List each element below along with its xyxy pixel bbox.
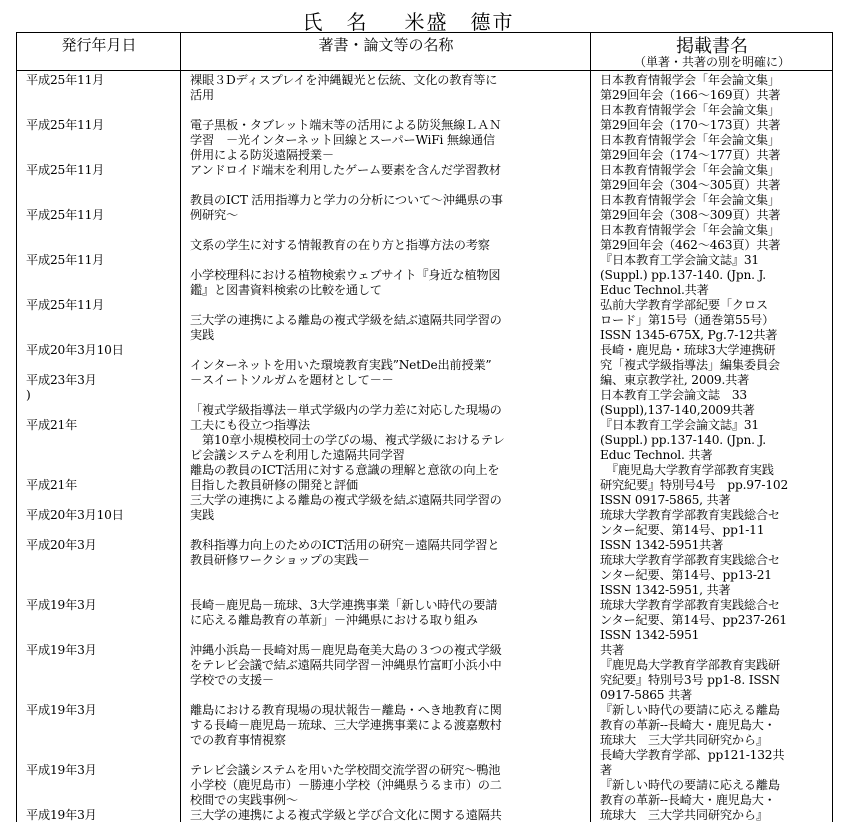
source-line: Educ Technol. 共著 — [600, 448, 713, 462]
title-line: アンドロイド端末を利用したゲーム要素を含んだ学習教材 — [190, 163, 501, 177]
title-line: ビ会議システムを利用した遠隔共同学習 — [190, 448, 405, 462]
col-header-title: 著書・論文等の名称 — [318, 36, 454, 54]
source-line: ンター紀要、第14号、pp13-21 — [600, 568, 772, 582]
source-line: 究「複式学級指導法」編集委員会 — [600, 358, 780, 372]
source-line: 日本教育工学会論文誌 33 — [600, 388, 747, 402]
title-line: 学校での支援－ — [190, 673, 274, 687]
col-header-source: 掲載書名 — [676, 36, 748, 57]
title-line: 長崎－鹿児島－琉球、3大学連携事業「新しい時代の要請 — [190, 598, 498, 612]
source-line: 琉球大 三大学共同研究から』 — [600, 733, 768, 747]
source-line: 日本教育情報学会「年会論文集」 — [600, 163, 780, 177]
title-line: 教員研修ワークショップの実践－ — [190, 553, 370, 567]
date-cell: 平成19年3月 — [26, 808, 97, 822]
date-cell: 平成19年3月 — [26, 598, 97, 612]
source-line: 『日本教育工学会論文誌』31 — [600, 418, 759, 432]
date-cell: 平成20年3月10日 — [26, 343, 124, 357]
page-title — [0, 6, 837, 35]
source-line: (Suppl.) pp.137-140. (Jpn. J. — [600, 433, 766, 447]
source-line: (Suppl),137-140,2009共著 — [600, 403, 755, 417]
source-line: 琉球大学教育学部教育実践総合セ — [600, 598, 780, 612]
source-line: ISSN 1345-675X, Pg.7-12共著 — [600, 328, 778, 342]
source-line: 第29回年会（170～173頁）共著 — [600, 118, 781, 132]
date-cell: 平成19年3月 — [26, 763, 97, 777]
source-line: 琉球大 三大学共同研究から』 — [600, 808, 768, 822]
title-line: 鑑』と図書資料検索の比較を通して — [190, 283, 382, 297]
column-divider — [590, 32, 591, 822]
column-divider — [180, 32, 181, 822]
title-line: 教員のICT 活用指導力と学力の分析について～沖縄県の事 — [190, 193, 503, 207]
source-line: 第29回年会（166～169頁）共著 — [600, 88, 781, 102]
source-line: 研究紀要』特別号4号 pp.97-102 — [600, 478, 788, 492]
date-cell: ) — [26, 388, 31, 402]
source-line: 長崎・鹿児島・琉球3大学連携研 — [600, 343, 776, 357]
date-cell: 平成21年 — [26, 418, 78, 432]
title-line: 例研究～ — [190, 208, 238, 222]
title-line: 「複式学級指導法－単式学級内の学力差に対応した現場の — [190, 403, 502, 417]
source-line: 日本教育情報学会「年会論文集」 — [600, 103, 780, 117]
col-header-date: 発行年月日 — [61, 36, 137, 54]
source-line: 第29回年会（462～463頁）共著 — [600, 238, 781, 252]
source-line: 第29回年会（308～309頁）共著 — [600, 208, 781, 222]
date-cell: 平成25年11月 — [26, 208, 105, 222]
source-line: 『日本教育工学会論文誌』31 — [600, 253, 759, 267]
source-line: 第29回年会（304～305頁）共著 — [600, 178, 781, 192]
title-line: 小学校理科における植物検索ウェブサイト『身近な植物図 — [190, 268, 501, 282]
date-cell: 平成25年11月 — [26, 73, 105, 87]
person-name: 米盛 德市 — [404, 10, 515, 34]
source-line: ISSN 1342-5951共著 — [600, 538, 724, 552]
title-line: インターネットを用いた環境教育実践”NetDe出前授業” — [190, 358, 492, 372]
source-line: 日本教育情報学会「年会論文集」 — [600, 193, 780, 207]
source-line: 琉球大学教育学部教育実践総合セ — [600, 508, 780, 522]
title-line: テレビ会議システムを用いた学校間交流学習の研究～鴨池 — [190, 763, 501, 777]
date-cell: 平成25年11月 — [26, 298, 105, 312]
source-line: 第29回年会（174～177頁）共著 — [600, 148, 781, 162]
title-line: 三大学の連携による離島の複式学級を結ぶ遠隔共同学習の — [190, 313, 502, 327]
source-line: 教育の革新--長崎大・鹿児島大・ — [600, 718, 776, 732]
title-line: 離島における教育現場の現状報告－離島・へき地教育に関 — [190, 703, 502, 717]
title-line: 三大学の連携による離島の複式学級を結ぶ遠隔共同学習の — [190, 493, 502, 507]
source-line: Educ Technol.共著 — [600, 283, 709, 297]
source-line: 日本教育情報学会「年会論文集」 — [600, 73, 780, 87]
title-line: 実践 — [190, 328, 214, 342]
date-cell: 平成19年3月 — [26, 643, 97, 657]
name-label: 氏 名 — [302, 10, 369, 34]
title-line: 教科指導力向上のためのICT活用の研究－遠隔共同学習と — [190, 538, 500, 552]
title-line: 活用 — [190, 88, 214, 102]
source-line: ロード」第15号（通巻第55号） — [600, 313, 775, 327]
title-line: 沖縄小浜島－長崎対馬－鹿児島奄美大島の３つの複式学級 — [190, 643, 502, 657]
date-cell: 平成20年3月10日 — [26, 508, 124, 522]
source-line: 日本教育情報学会「年会論文集」 — [600, 133, 780, 147]
title-line: 第10章小規模校同士の学びの場、複式学級におけるテレ — [190, 433, 505, 447]
date-cell: 平成25年11月 — [26, 253, 105, 267]
title-line: 小学校（鹿児島市）－勝連小学校（沖縄県うるま市）の二 — [190, 778, 502, 792]
date-cell: 平成21年 — [26, 478, 78, 492]
date-cell: 平成19年3月 — [26, 703, 97, 717]
title-line: 併用による防災遠隔授業－ — [190, 148, 334, 162]
source-line: ンター紀要、第14号、pp1-11 — [600, 523, 765, 537]
header-divider — [16, 70, 833, 71]
source-line: 『新しい時代の要請に応える離島 — [600, 778, 780, 792]
date-cell: 平成23年3月 — [26, 373, 97, 387]
title-line: 三大学の連携による複式学級と学び合文化に関する遠隔共 — [190, 808, 502, 822]
source-line: (Suppl.) pp.137-140. (Jpn. J. — [600, 268, 766, 282]
source-line: ISSN 1342-5951 — [600, 628, 700, 642]
source-line: 編、東京教学社, 2009.共著 — [600, 373, 750, 387]
date-cell: 平成25年11月 — [26, 163, 105, 177]
source-line: 著 — [600, 763, 612, 777]
source-line: 長崎大学教育学部、pp121-132共 — [600, 748, 785, 762]
title-line: での教育事情視察 — [190, 733, 286, 747]
source-line: 究紀要』特別号3号 pp1-8. ISSN — [600, 673, 780, 687]
title-line: 文系の学生に対する情報教育の在り方と指導方法の考察 — [190, 238, 490, 252]
source-line: 教育の革新--長崎大・鹿児島大・ — [600, 793, 776, 807]
source-line: ISSN 0917-5865, 共著 — [600, 493, 731, 507]
title-line: 裸眼３Dディスプレイを沖縄観光と伝統、文化の教育等に — [190, 73, 498, 87]
source-line: 共著 — [600, 643, 624, 657]
date-cell: 平成25年11月 — [26, 118, 105, 132]
title-line: に応える離島教育の革新」－沖縄県における取り組み — [190, 613, 478, 627]
date-cell: 平成20年3月 — [26, 538, 97, 552]
source-line: 0917-5865 共著 — [600, 688, 692, 702]
source-line: 琉球大学教育学部教育実践総合セ — [600, 553, 780, 567]
source-line: ンター紀要、第14号、pp237-261 — [600, 613, 787, 627]
title-line: 工夫にも役立つ指導法 — [190, 418, 310, 432]
source-line: 『新しい時代の要請に応える離島 — [600, 703, 780, 717]
title-line: 校間での実践事例～ — [190, 793, 298, 807]
title-line: 電子黒板・タブレット端末等の活用による防災無線ＬＡＮ — [190, 118, 502, 132]
source-line: 『鹿児島大学教育学部教育実践 — [600, 463, 774, 477]
title-line: 学習 －光インターネット回線とスーパーWiFi 無線通信 — [190, 133, 495, 147]
title-line: する長崎－鹿児島－琉球、三大学連携事業による渡嘉敷村 — [190, 718, 502, 732]
col-header-source-note: （単著・共著の別を明確に） — [633, 55, 790, 69]
title-line: 目指した教員研修の開発と評価 — [190, 478, 358, 492]
title-line: をテレビ会議で結ぶ遠隔共同学習－沖縄県竹富町小浜小中 — [190, 658, 502, 672]
source-line: 『鹿児島大学教育学部教育実践研 — [600, 658, 780, 672]
title-line: 離島の教員のICT活用に対する意識の理解と意欲の向上を — [190, 463, 500, 477]
source-line: 日本教育情報学会「年会論文集」 — [600, 223, 780, 237]
source-line: ISSN 1342-5951, 共著 — [600, 583, 731, 597]
title-line: 実践 — [190, 508, 214, 522]
source-line: 弘前大学教育学部紀要「クロス — [600, 298, 768, 312]
title-line: －スイートソルガムを題材として－－ — [190, 373, 394, 387]
